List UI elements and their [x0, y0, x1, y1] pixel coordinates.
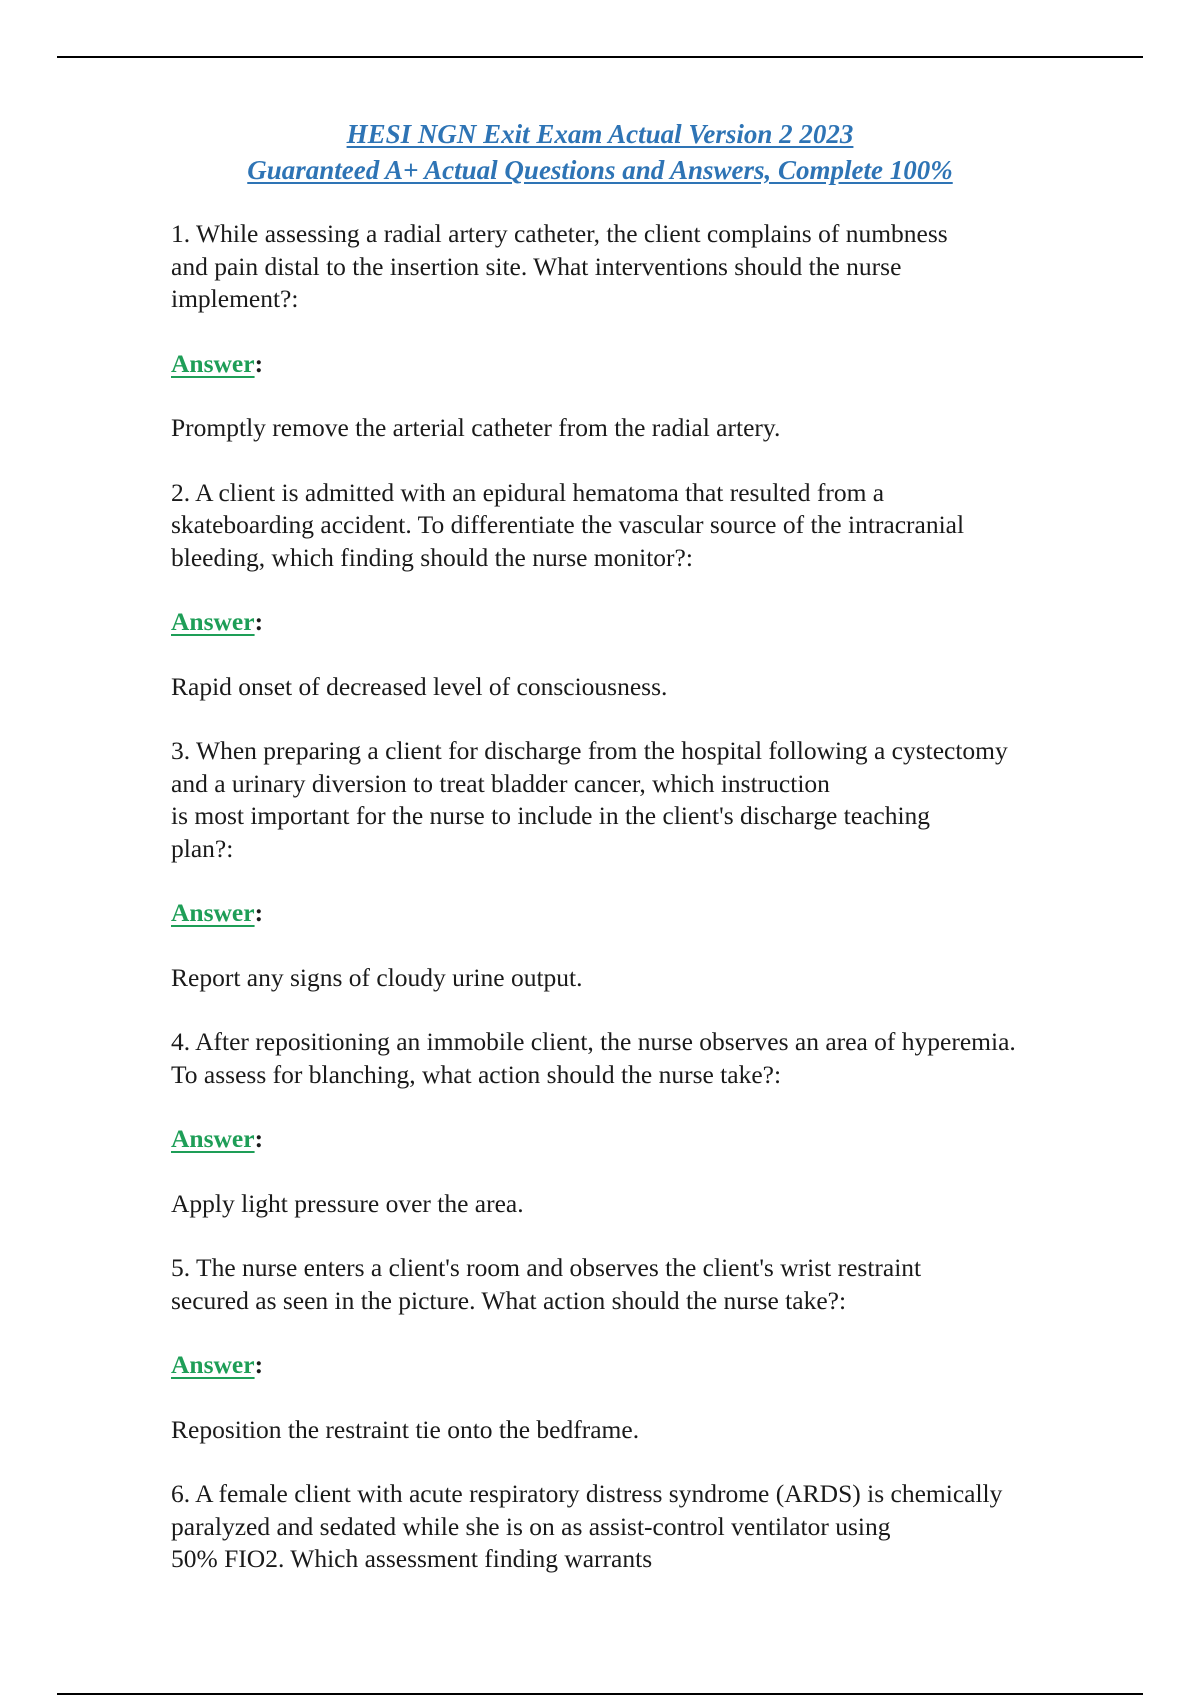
title-line-2[interactable]: Guaranteed A+ Actual Questions and Answers, Complete 100% [247, 155, 953, 185]
answer-3: Report any signs of cloudy urine output. [171, 962, 583, 992]
answer-label [171, 1123, 1131, 1156]
question-3 [171, 735, 1131, 865]
answer-label-colon: : [254, 1350, 264, 1379]
answer-label [171, 348, 1131, 381]
question-line: 5. The nurse enters a client's room and observes the client's wrist restraint [171, 1253, 922, 1282]
question-line: plan?: [171, 833, 234, 863]
question-line: 6. A female client with acute respiratory distress syndrome (ARDS) is chemically [171, 1479, 1003, 1508]
answer-label-colon: : [254, 348, 264, 378]
answer-label [171, 1349, 1131, 1382]
answer-label-text: Answer [171, 1350, 255, 1379]
question-line: To assess for blanching, what action should the nurse take?: [171, 1059, 782, 1089]
qa-list [171, 218, 1131, 1608]
question-6 [171, 1478, 1131, 1576]
question-line: 3. When preparing a client for discharge from the hospital following a cystectomy [171, 736, 1008, 765]
question-5 [171, 1252, 1131, 1317]
question-line: skateboarding accident. To differentiate the vascular source of the intracranial [171, 510, 965, 539]
bottom-rule [57, 1693, 1143, 1695]
question-line: 1. While assessing a radial artery catheter, the client complains of numbness [171, 219, 948, 248]
answer-label-colon: : [254, 898, 264, 927]
answer-label-colon: : [254, 1124, 264, 1153]
question-line: 50% FIO2. Which assessment finding warrants [171, 1544, 653, 1573]
question-line: implement?: [171, 284, 299, 313]
title-line-1[interactable]: HESI NGN Exit Exam Actual Version 2 2023 [346, 119, 854, 149]
answer-label-colon: : [254, 607, 264, 636]
document-title [0, 116, 1200, 188]
answer-label-text: Answer [171, 1124, 255, 1153]
answer-label-text: Answer [171, 607, 255, 636]
question-line: paralyzed and sedated while she is on as assist-control ventilator using [171, 1511, 891, 1541]
question-line: 4. After repositioning an immobile client, the nurse observes an area of hyperemia. [171, 1027, 1016, 1056]
answer-4: Apply light pressure over the area. [171, 1188, 524, 1218]
answer-label-text: Answer [171, 898, 255, 927]
question-line: bleeding, which finding should the nurse monitor?: [171, 542, 693, 572]
question-1 [171, 218, 1131, 316]
question-line: is most important for the nurse to include in the client's discharge teaching [171, 801, 931, 830]
answer-label-text: Answer [171, 348, 255, 378]
question-line: and pain distal to the insertion site. What interventions should the nurse [171, 251, 902, 281]
answer-2: Rapid onset of decreased level of consciousness. [171, 671, 668, 701]
question-line: 2. A client is admitted with an epidural hematoma that resulted from a [171, 477, 885, 507]
answer-1: Promptly remove the arterial catheter from the radial artery. [171, 413, 781, 442]
question-line: secured as seen in the picture. What action should the nurse take?: [171, 1285, 847, 1315]
question-line: and a urinary diversion to treat bladder cancer, which instruction [171, 768, 830, 798]
question-4 [171, 1026, 1131, 1091]
answer-label [171, 897, 1131, 930]
question-2 [171, 477, 1131, 575]
answer-5: Reposition the restraint tie onto the bedframe. [171, 1414, 640, 1444]
answer-label [171, 606, 1131, 639]
top-rule [57, 56, 1143, 58]
